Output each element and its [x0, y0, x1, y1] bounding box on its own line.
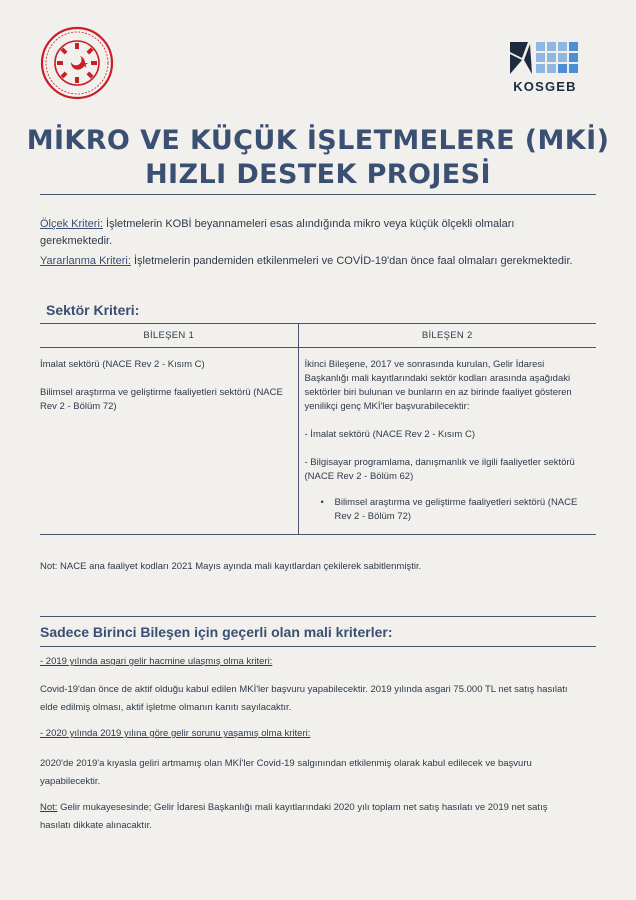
component1-item: İmalat sektörü (NACE Rev 2 - Kısım C) [40, 359, 205, 370]
sector-criteria-table [40, 323, 596, 535]
component2-bullet-item [321, 496, 581, 524]
eligibility-criterion-label: Yararlanma Kriteri: [40, 255, 131, 267]
income-comparison-note-text: Gelir mukayesesinde; Gelir İdaresi Başkanlığı mali kayıtlarındaki 2020 yılı toplam net satış hasılatı ve 2019 net satış hasılatı dikkate alınacaktır. [40, 802, 548, 831]
bullet-icon: • [320, 497, 324, 508]
min-income-criterion-title: - 2019 yılında asgari gelir hacmine ulaşmış olma kriteri: [40, 656, 273, 667]
component1-item: Bilimsel araştırma ve geliştirme faaliyetleri sektörü (NACE Rev 2 - Bölüm 72) [40, 387, 283, 412]
component2-bullet-text: Bilimsel araştırma ve geliştirme faaliyetleri sektörü (NACE Rev 2 - Bölüm 72) [334, 497, 578, 522]
title-divider [40, 194, 596, 195]
component2-header: BİLEŞEN 2 [298, 324, 596, 348]
eligibility-criterion [40, 253, 580, 270]
component2-cell [298, 348, 596, 535]
scale-criterion-label: Ölçek Kriteri: [40, 218, 103, 230]
kosgeb-wordmark: KOSGEB [513, 79, 577, 94]
page-title-line1: MİKRO VE KÜÇÜK İŞLETMELERE (MKİ) [26, 125, 610, 156]
eligibility-criterion-text: İşletmelerin pandemiden etkilenmeleri ve COVİD-19'dan önce faal olmaları gerekmektedir. [130, 255, 573, 267]
financial-criteria-heading: Sadece Birinci Bileşen için geçerli olan mali kriterler: [40, 624, 393, 640]
scale-criterion-text: İşletmelerin KOBİ beyannameleri esas alındığında mikro veya küçük ölçekli olmaları gerekmektedir. [40, 218, 515, 247]
section-divider [40, 616, 596, 617]
income-comparison-note [40, 799, 580, 835]
component1-cell [40, 348, 298, 535]
sector-criteria-heading: Sektör Kriteri: [46, 302, 140, 318]
component2-item: - İmalat sektörü (NACE Rev 2 - Kısım C) [304, 429, 476, 440]
scale-criterion [40, 216, 580, 250]
component2-intro: İkinci Bileşene, 2017 ve sonrasında kurulan, Gelir İdaresi Başkanlığı mali kayıtlarındaki sektör kodları arasında aşağıdaki sektörler biri bulunan ve bunların en az birinde faaliyet gösteren yenilikçi genç MKİ'ler başvurabilecektir: [304, 359, 572, 412]
component1-header: BİLEŞEN 1 [40, 324, 298, 348]
income-problem-criterion-text: 2020'de 2019'a kıyasla geliri artmamış olan MKİ'ler Covid-19 salgınından etkilenmiş olarak kabul edilecek ve başvuru yapabilecektir. [40, 758, 532, 787]
min-income-criterion-text: Covid-19'dan önce de aktif olduğu kabul edilen MKİ'ler başvuru yapabilecektir. 2019 yılında asgari 75.000 TL net satış hasılatı elde edilmiş olması, aktif işletme olmanın kanıtı sayılacaktır. [40, 684, 568, 713]
page-title-line2: HIZLI DESTEK PROJESİ [145, 159, 491, 190]
ministry-seal-logo [40, 26, 114, 100]
component2-item: - Bilgisayar programlama, danışmanlık ve ilgili faaliyetler sektörü (NACE Rev 2 - Bölüm 62) [304, 457, 575, 482]
income-problem-criterion-title: - 2020 yılında 2019 yılına göre gelir sorunu yaşamış olma kriteri: [40, 728, 311, 739]
nace-note: Not: NACE ana faaliyet kodları 2021 Mayıs ayında mali kayıtlardan çekilerek sabitlenmiştir. [40, 561, 422, 572]
income-comparison-note-label: Not: [40, 802, 58, 813]
financial-heading-divider [40, 646, 596, 647]
